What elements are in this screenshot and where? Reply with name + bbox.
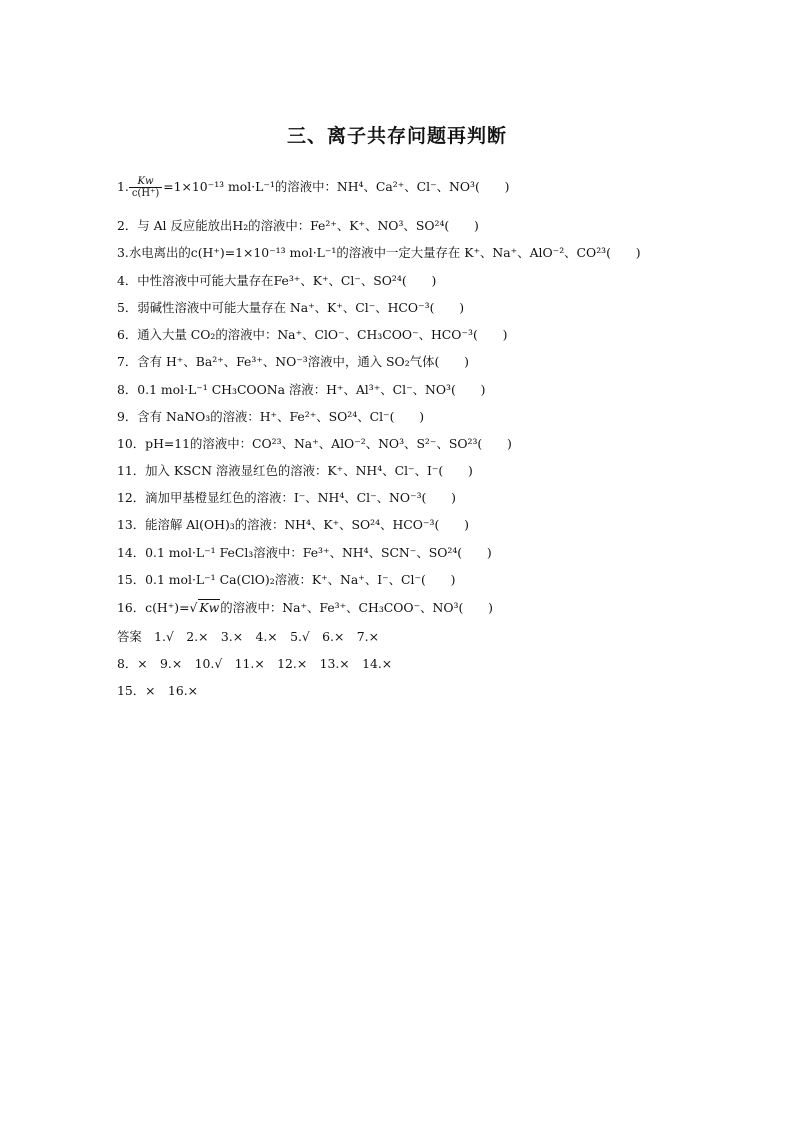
page-title: 三、离子共存问题再判断 [286, 125, 507, 147]
sqrt-symbol: √ [189, 600, 198, 615]
question-7: 7．含有 H⁺、Ba²⁺、Fe³⁺、NO⁻³溶液中，通入 SO₂气体( ) [117, 354, 469, 369]
question-text-prefix: 16．c(H⁺)= [117, 600, 190, 615]
question-16 [117, 599, 493, 616]
question-6: 6．通入大量 CO₂的溶液中：Na⁺、ClO⁻、CH₃COO⁻、HCO⁻³( ) [117, 327, 508, 342]
fraction-denominator: c(H⁺) [131, 188, 160, 199]
question-4: 4．中性溶液中可能大量存在Fe³⁺、K⁺、Cl⁻、SO²⁴( ) [117, 273, 437, 288]
answer-line-3: 15．× 16.× [117, 683, 199, 698]
question-13: 13．能溶解 Al(OH)₃的溶液：NH⁴、K⁺、SO²⁴、HCO⁻³( ) [117, 517, 469, 532]
question-11: 11．加入 KSCN 溶液显红色的溶液：K⁺、NH⁴、Cl⁻、I⁻( ) [117, 463, 473, 478]
fraction-numerator: Kw [129, 176, 162, 188]
answer-line-1: 答案 1.√ 2.× 3.× 4.× 5.√ 6.× 7.× [117, 629, 379, 644]
question-2: 2．与 Al 反应能放出H₂的溶液中：Fe²⁺、K⁺、NO³、SO²⁴( ) [117, 218, 479, 233]
sqrt-radicand: Kw [199, 600, 220, 615]
question-14: 14．0.1 mol·L⁻¹ FeCl₃溶液中：Fe³⁺、NH⁴、SCN⁻、SO²⁴( ) [117, 545, 492, 560]
question-text-suffix: 的溶液中：Na⁺、Fe³⁺、CH₃COO⁻、NO³( ) [220, 600, 493, 615]
question-text: =1×10⁻¹³ mol·L⁻¹的溶液中：NH⁴、Ca²⁺、Cl⁻、NO³( ) [163, 179, 510, 194]
question-9: 9．含有 NaNO₃的溶液：H⁺、Fe²⁺、SO²⁴、Cl⁻( ) [117, 409, 425, 424]
question-5: 5．弱碱性溶液中可能大量存在 Na⁺、K⁺、Cl⁻、HCO⁻³( ) [117, 300, 465, 315]
question-1 [117, 176, 509, 199]
question-number: 1. [117, 179, 129, 194]
question-15: 15．0.1 mol·L⁻¹ Ca(ClO)₂溶液：K⁺、Na⁺、I⁻、Cl⁻( ) [117, 572, 456, 587]
question-10: 10．pH=11的溶液中：CO²³、Na⁺、AlO⁻²、NO³、S²⁻、SO²³( ) [117, 436, 512, 451]
question-3: 3.水电离出的c(H⁺)=1×10⁻¹³ mol·L⁻¹的溶液中一定大量存在 K⁺、Na⁺、AlO⁻²、CO²³( ) [117, 245, 641, 260]
kw-fraction [129, 176, 162, 199]
question-12: 12．滴加甲基橙显红色的溶液：I⁻、NH⁴、Cl⁻、NO⁻³( ) [117, 490, 457, 505]
question-8: 8．0.1 mol·L⁻¹ CH₃COONa 溶液：H⁺、Al³⁺、Cl⁻、NO³( ) [117, 382, 486, 397]
answer-line-2: 8．× 9.× 10.√ 11.× 12.× 13.× 14.× [117, 656, 393, 671]
